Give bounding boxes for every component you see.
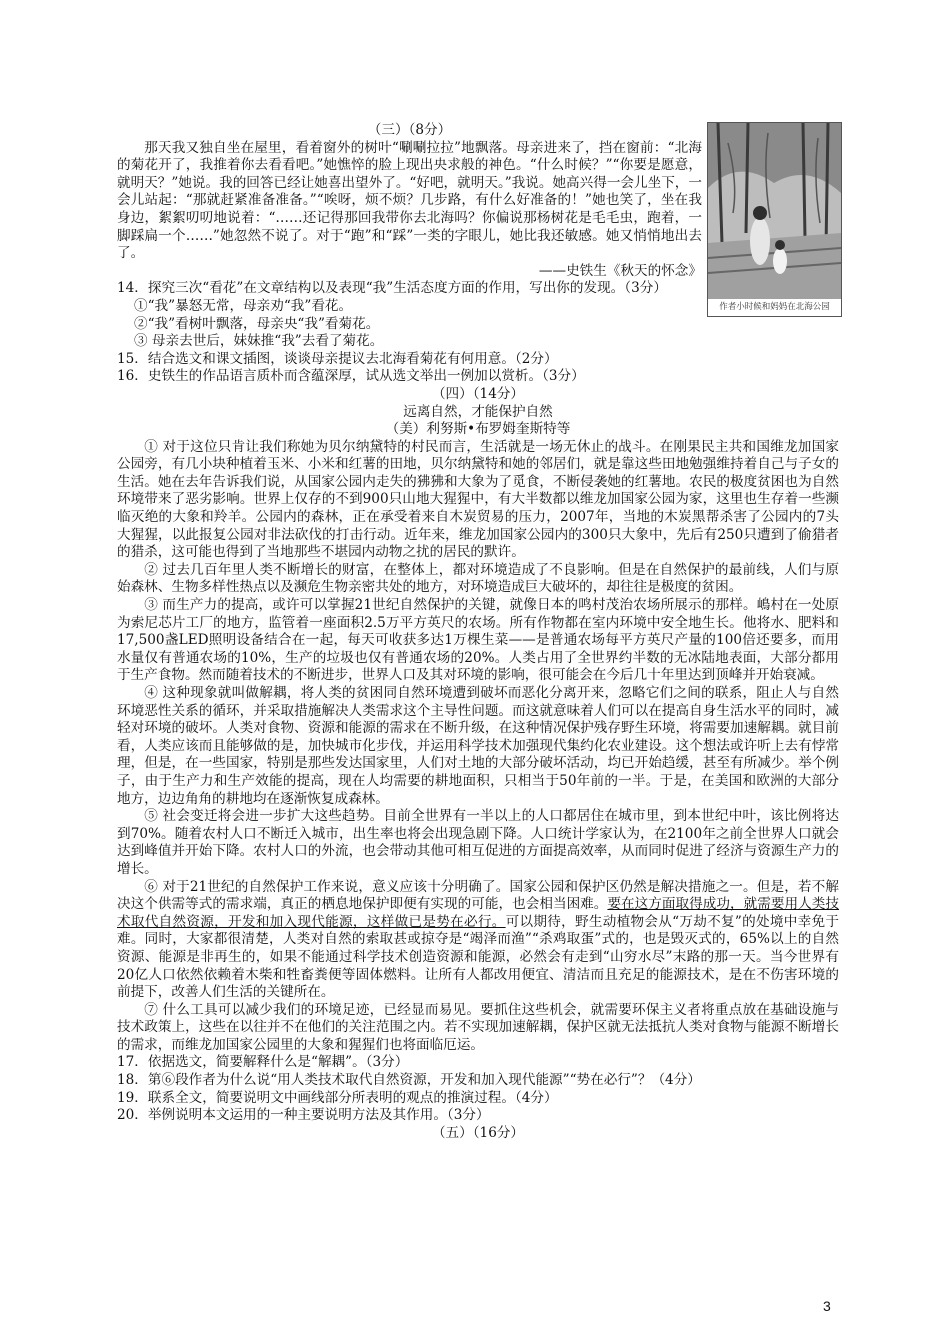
paragraph-6-rest: 可以期待，野生动植物会从“万劫不复”的处境中幸免于难。同时，大家都很清楚，人类对自然的索取甚或掠夺是“竭泽而渔”“杀鸡取蛋”式的，也是毁灭式的，65%以上的自然资源、能源是非再生的，如果不能通过科学技术创造资源和能源，必然会有走到“山穷水尽”末路的那一天。当今世界有20亿人口依然依赖着木柴和牲畜粪便等固体燃料。让所有人都改用便宜、清洁而且充足的能源技术，是在不伤害环境的前提下，改善人们生活的关键所在。	[117, 913, 839, 1001]
passage-source: ——史铁生《秋天的怀念》	[538, 262, 702, 279]
question-19: 19．联系全文，简要说明文中画线部分所表明的观点的推演过程。（4分）	[117, 1089, 558, 1106]
photo-scene	[708, 123, 841, 299]
section-three-passage: 那天我又独自坐在屋里，看着窗外的树叶“唰唰拉拉”地飘落。母亲进来了，挡在窗前：“北海的菊花开了，我推着你去看看吧。”她憔悴的脸上现出央求般的神色。“什么时候？”“你要是愿意，就明天？”她说。我的回答已经让她喜出望外了。“好吧，就明天。”我说。她高兴得一会儿坐下，一会儿站起：“那就赶紧准备准备。”“唉呀，烦不烦？几步路，有什么好准备的！”她也笑了，坐在我身边，絮絮叨叨地说着：“……还记得那回我带你去北海吗？你偏说那杨树花是毛毛虫，跑着，一脚踩扁一个……”她忽然不说了。对于“跑”和“踩”一类的字眼儿，她比我还敏感。她又悄悄地出去了。	[117, 139, 702, 262]
section-five-heading: （五）（16分）	[431, 1124, 525, 1141]
paragraph-4: ④ 这种现象就叫做解耦，将人类的贫困同自然环境遭到破坏而恶化分离开来，忽略它们之间的联系，阻止人与自然环境恶性关系的循环，并采取措施解决人类需求这个主导性问题。而这就意味着人们可以在提高自身生活水平的同时，减轻对环境的破坏。人类对食物、资源和能源的需求在不断升级，在这种情况保护残存野生环境，将需要加速解耦。就目前看，人类应该而且能够做的是，加快城市化步伐，并运用科学技术加强现代集约化农业建设。这个想法或许听上去有悖常理，但是，在一些国家，特别是那些发达国家里，人们对土地的大部分破坏活动，均已开始趋缓，甚至有所减少。举个例子，由于生产力和生产效能的提高，现在人均需要的耕地面积，只相当于50年前的一半。于是，在美国和欧洲的大部分地方，边边角角的耕地均在逐渐恢复成森林。	[117, 685, 839, 807]
question-14-item-3: ③ 母亲去世后，妹妹推“我”去看了菊花。	[134, 333, 384, 350]
article-author: （美）利努斯•布罗姆奎斯特等	[385, 421, 571, 438]
illustration-photo	[707, 122, 842, 317]
article-title: 远离自然，才能保护自然	[403, 403, 553, 420]
section-three-heading: （三）（8分）	[367, 122, 452, 138]
question-18: 18．第⑥段作者为什么说“用人类技术取代自然资源，开发和加入现代能源”“势在必行”？（4分）	[117, 1072, 701, 1089]
question-16: 16．史铁生的作品语言质朴而含蕴深厚，试从选文举出一例加以赏析。（3分）	[117, 368, 585, 385]
underlined-sentence: 要在这方面取得成功，就需要用人类技术取代自然资源，开发和加入现代能源，这样做已是势在必行。	[117, 896, 840, 930]
question-17: 17．依据选文，简要解释什么是“解耦”。（3分）	[117, 1054, 409, 1071]
question-20: 20．举例说明本文运用的一种主要说明方法及其作用。（3分）	[117, 1107, 490, 1124]
paragraph-2: ② 过去几百年里人类不断增长的财富，在整体上，都对环境造成了不良影响。但是在自然保护的最前线，人们与原始森林、生物多样性热点以及濒危生物亲密共处的地方，对环境造成巨大破坏的，却往往是极度的贫困。	[117, 561, 839, 596]
paragraph-5: ⑤ 社会变迁将会进一步扩大这些趋势。目前全世界有一半以上的人口都居住在城市里，到本世纪中叶，该比例将达到70%。随着农村人口不断迁入城市，出生率也将会出现急剧下降。人口统计学家认为，在2100年之前全世界人口就会达到峰值并开始下降。农村人口的外流，也会带动其他可相互促进的方面提高效率，从而同时促进了经济与资源生产力的增长。	[117, 808, 839, 877]
question-14-item-1: ①“我”暴怒无常，母亲劝“我”看花。	[134, 297, 353, 314]
paragraph-6	[117, 879, 839, 1002]
question-14-item-2: ②“我”看树叶飘落，母亲央“我”看菊花。	[134, 315, 380, 332]
question-14: 14．探究三次“看花”在文章结构以及表现“我”生活态度方面的作用，写出你的发现。（3分）	[117, 280, 667, 297]
question-15: 15．结合选文和课文插图，谈谈母亲提议去北海看菊花有何用意。（2分）	[117, 350, 558, 367]
paragraph-1: ① 对于这位只肯让我们称她为贝尔纳黛特的村民而言，生活就是一场无休止的战斗。在刚果民主共和国维龙加国家公园旁，有几小块种植着玉米、小米和红薯的田地，贝尔纳黛特和她的邻居们，就是靠这些田地勉强维持着自己与子女的生活。她在去年告诉我们说，从国家公园内走失的狒狒和大象为了觅食，不断侵袭她的红薯地。农民的极度贫困也为自然环境带来了恶劣影响。世界上仅存的不到900只山地大猩猩中，有大半数都以维龙加国家公园为家，这里也生存着一些濒临灭绝的大象和羚羊。公园内的森林，正在承受着来自木炭贸易的压力，2007年，当地的木炭黑帮杀害了公园内的7头大猩猩，以此报复公园对非法砍伐的打击行动。近年来，维龙加国家公园内的300只大象中，先后有250只遭到了偷猎者的猎杀，这可能也得到了当地那些不堪园内动物之扰的居民的默许。	[117, 438, 839, 561]
section-four-heading: （四）（14分）	[431, 385, 525, 402]
paragraph-6-lead: ⑥ 对于21世纪的自然保护工作来说，意义应该十分明确了。国家公园和保护区仍然是解决措施之一。但是，若不解决这个供需等式的需求端，真正的栖息地保护即便有实现的可能，也会相当困难。	[117, 878, 839, 913]
paragraph-7: ⑦ 什么工具可以减少我们的环境足迹，已经显而易见。要抓住这些机会，就需要环保主义者将重点放在基础设施与技术政策上，这些在以往并不在他们的关注范围之内。若不实现加速解耦，保护区就无法抵抗人类对食物与能源不断增长的需求，而维龙加国家公园里的大象和猩猩们也将面临厄运。	[117, 1001, 839, 1053]
photo-caption: 作者小时候和妈妈在北海公园	[708, 299, 841, 316]
page-number: 3	[823, 1298, 831, 1314]
paragraph-3: ③ 而生产力的提高，或许可以掌握21世纪自然保护的关键，就像日本的鸣村茂治农场所展示的那样。嶋村在一处原为索尼芯片工厂的地方，监管着一座面积2.5万平方英尺的农场。所有作物都在室内环境中安全地生长。他将水、肥料和17,500盏LED照明设备结合在一起，每天可收获多达1万棵生菜——是普通农场每平方英尺产量的100倍还要多，而用水量仅有普通农场的10%，生产的垃圾也仅有普通农场的20%。人类占用了全世界约半数的无冰陆地表面，大部分都用于生产食物。然而随着技术的不断进步，世界人口及其对环境的影响，很可能会在今后几十年里达到顶峰并开始衰减。	[117, 597, 839, 684]
